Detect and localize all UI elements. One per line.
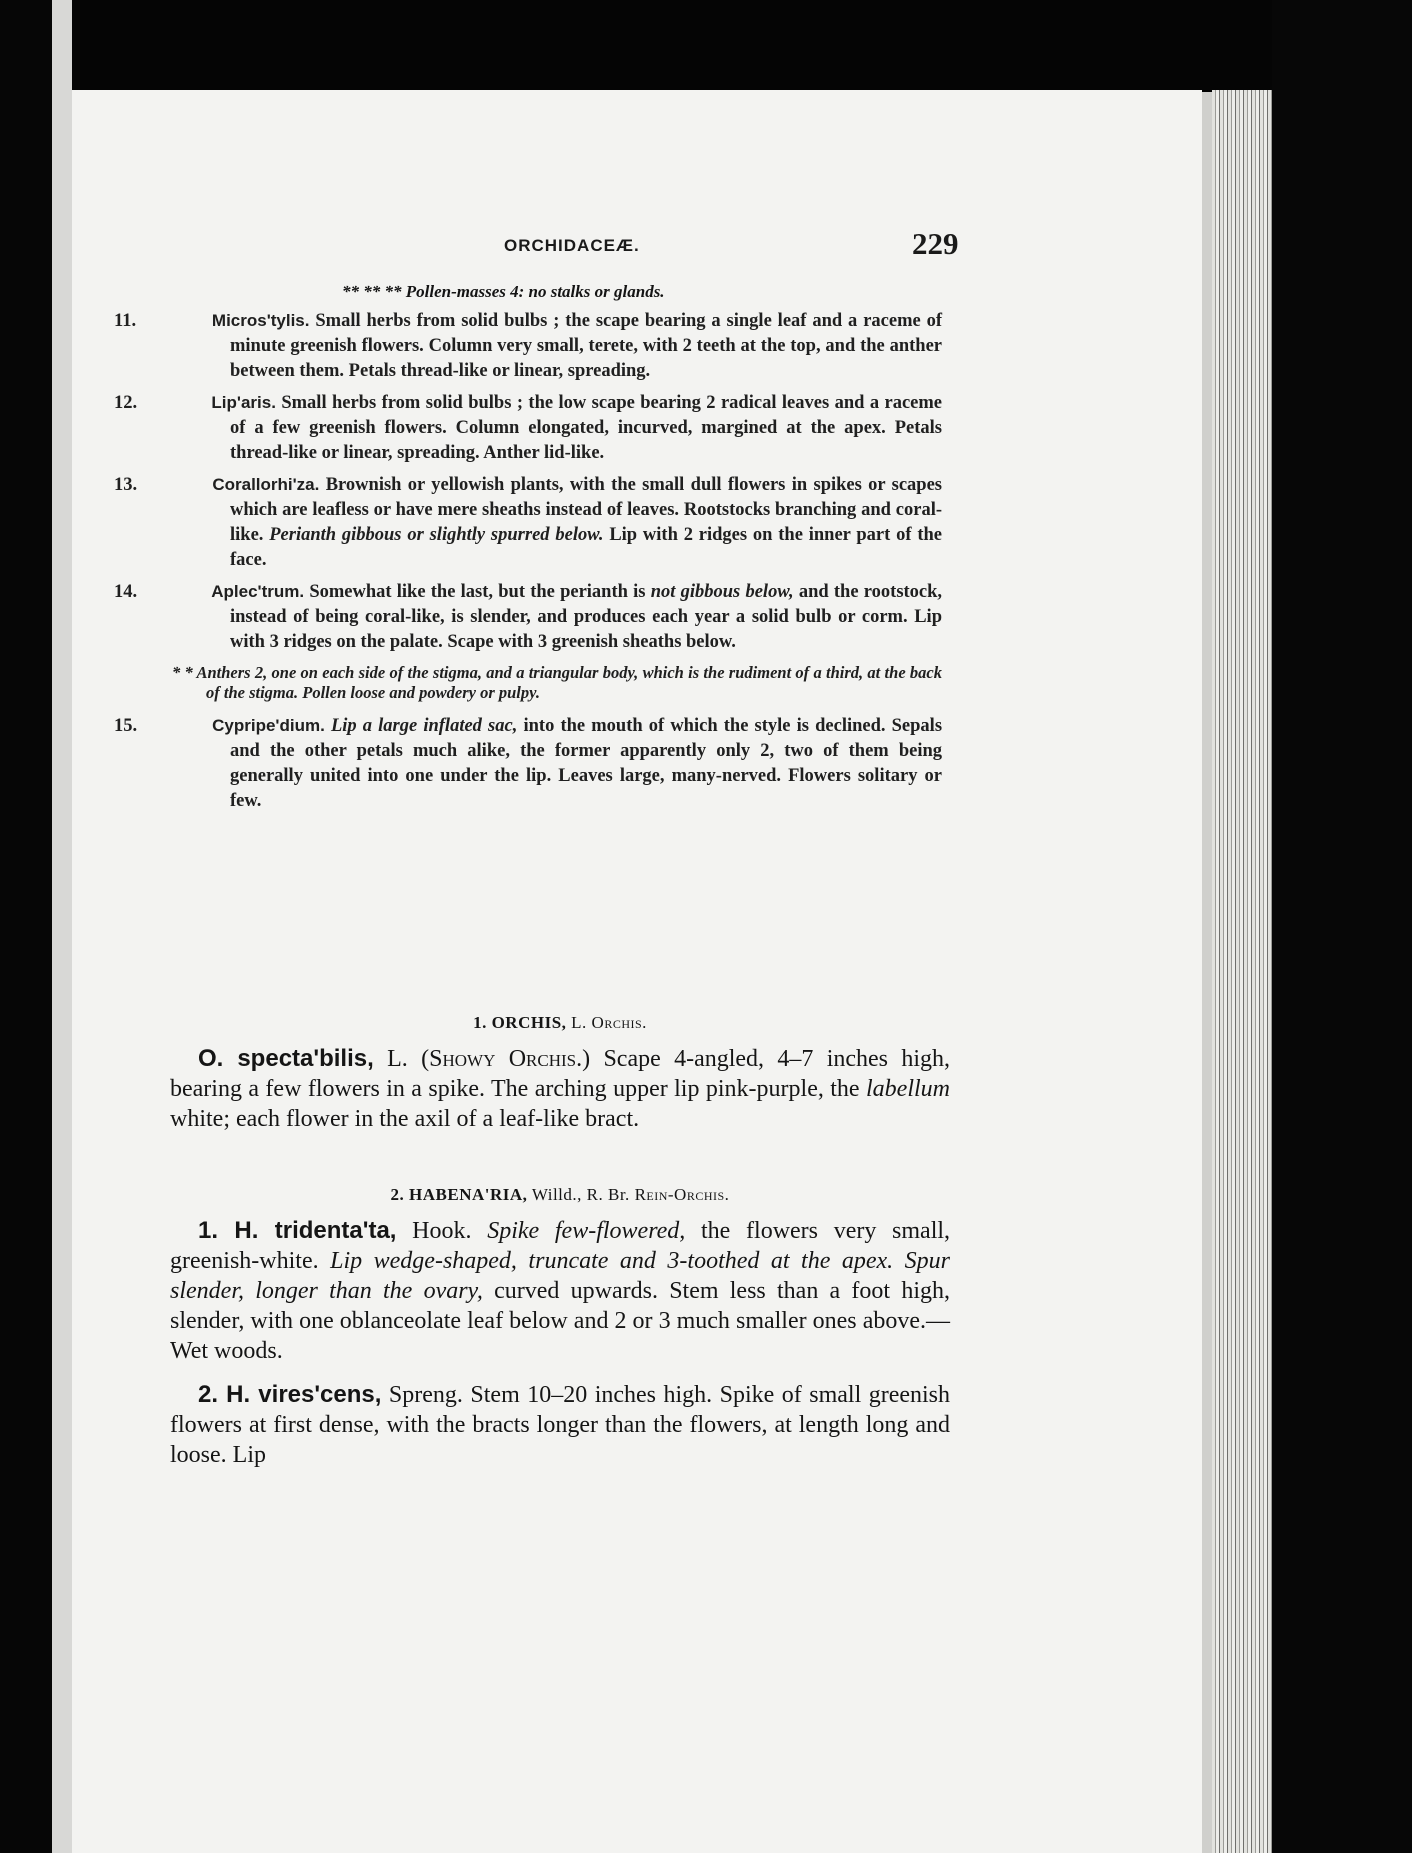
species-text: Stem 10–20 inches high. Spike of small greenish flowers at first dense, with the bracts longer than the flowers, at length long and loose. Lip bbox=[170, 1382, 951, 1468]
running-title: ORCHIDACEÆ. bbox=[504, 236, 640, 255]
species-entry bbox=[170, 1216, 950, 1366]
key-entry-13 bbox=[114, 472, 943, 573]
entry-number: 15. bbox=[114, 716, 138, 736]
entry-italic-text: Lip a large inflated sac, bbox=[330, 716, 518, 736]
genus-habenaria bbox=[170, 1180, 950, 1470]
species-common-name: (Showy Orchis.) bbox=[421, 1046, 591, 1072]
genus-name: Lip'aris. bbox=[211, 393, 276, 412]
entry-text: into the mouth of which the style is declined. Sepals and the other petals much alike, the former apparently only 2, two of them being generally united into one under the lip. Leaves large, many-nerved. Flowers solitary or few. bbox=[230, 716, 943, 811]
genus-name: Micros'tylis. bbox=[211, 311, 310, 330]
entry-number: 13. bbox=[114, 475, 138, 495]
entry-italic-text: not gibbous below, bbox=[650, 582, 794, 602]
species-authority: Hook. bbox=[412, 1218, 472, 1244]
species-italic-text: Lip wedge-shaped, truncate and 3-toothed at the apex. Spur bbox=[330, 1248, 951, 1274]
subgroup-note: * * Anthers 2, one on each side of the stigma, and a triangular body, which is the rudiment of a third, at the back of the stigma. Pollen loose and powdery or pulpy. bbox=[172, 663, 942, 702]
facing-page-edge bbox=[52, 0, 72, 1853]
entry-number: 14. bbox=[114, 582, 138, 602]
species-authority: Spreng. bbox=[388, 1382, 463, 1408]
scan-border-left bbox=[0, 0, 60, 1853]
scan-border-right bbox=[1272, 0, 1412, 1853]
key-entry-12 bbox=[114, 390, 942, 466]
genus-heading bbox=[170, 1008, 950, 1038]
genus-title: 1. ORCHIS, bbox=[473, 1013, 567, 1032]
species-italic-text: Spike few-flowered, bbox=[487, 1218, 686, 1244]
page-header bbox=[72, 226, 1202, 266]
group-header: ** ** ** Pollen-masses 4: no stalks or glands. bbox=[342, 282, 665, 301]
entry-text: Somewhat like the last, but the perianth is bbox=[309, 582, 646, 602]
species-entry bbox=[170, 1044, 950, 1134]
species-name: 2. H. vires'cens, bbox=[198, 1381, 382, 1408]
entry-number: 12. bbox=[114, 393, 138, 413]
genus-orchis bbox=[170, 1008, 950, 1134]
key-entry-11 bbox=[114, 308, 943, 384]
species-name: O. specta'bilis, bbox=[198, 1045, 374, 1072]
species-name: 1. H. tridenta'ta, bbox=[198, 1217, 397, 1244]
species-text: white; each flower in the axil of a leaf-like bract. bbox=[170, 1106, 640, 1132]
species-text: curved upwards. Stem less than a foot high, slender, with one oblanceolate leaf below and 2 or 3 much smaller ones above.—Wet woods. bbox=[170, 1278, 950, 1364]
genus-common-name: Orchis. bbox=[591, 1013, 647, 1032]
entry-italic-text: Perianth gibbous or slightly spurred below. bbox=[269, 525, 604, 545]
key-entries bbox=[114, 308, 943, 814]
genus-name: Cypripe'dium. bbox=[212, 716, 325, 735]
key-entry-15 bbox=[114, 713, 943, 814]
species-text: the flowers very small, greenish-white. bbox=[170, 1218, 951, 1274]
species-entry bbox=[170, 1380, 950, 1470]
entry-text: and the rootstock, instead of being coral-like, is slender, and produces each year a solid bulb or corm. Lip with 3 ridges on the palate. Scape with 3 greenish sheaths below. bbox=[230, 582, 943, 652]
key-entry-14 bbox=[114, 579, 943, 655]
species-italic-text: slender, longer than the ovary, bbox=[170, 1278, 483, 1304]
scan-border-top bbox=[60, 0, 1272, 90]
species-authority: L. bbox=[387, 1046, 408, 1072]
genus-title: 2. HABENA'RIA, bbox=[390, 1185, 528, 1204]
genus-authority: Willd., R. Br. bbox=[531, 1185, 630, 1204]
genus-heading bbox=[170, 1180, 950, 1210]
genus-authority: L. bbox=[571, 1013, 587, 1032]
page-shadow bbox=[1202, 92, 1212, 1853]
page-number: 229 bbox=[912, 226, 959, 261]
genus-name: Corallorhi'za. bbox=[212, 475, 320, 494]
book-page bbox=[72, 90, 1202, 1853]
entry-text: Small herbs from solid bulbs ; the low scape bearing 2 radical leaves and a raceme of a few greenish flowers. Column elongated, incurved, margined at the apex. Petals thread-like or linear, spreading. Anther lid-like. bbox=[230, 393, 942, 463]
genus-common-name: Rein-Orchis. bbox=[634, 1185, 730, 1204]
entry-text: Brownish or yellowish plants, with the small dull flowers in spikes or scapes which are leafless or have mere sheaths instead of leaves. Rootstocks branching and coral-like. bbox=[230, 475, 943, 545]
entry-text: Lip with 2 ridges on the inner part of the face. bbox=[230, 525, 943, 570]
species-text: Scape 4-angled, 4–7 inches high, bearing a few flowers in a spike. The arching upper lip pink-purple, the bbox=[170, 1046, 951, 1102]
genus-name: Aplec'trum. bbox=[211, 582, 305, 601]
entry-text: Small herbs from solid bulbs ; the scape bearing a single leaf and a raceme of minute greenish flowers. Column very small, terete, with 2 teeth at the top, and the anther between them. Petals thread-like or linear, spreading. bbox=[230, 311, 943, 381]
page-stack-edges bbox=[1212, 90, 1272, 1853]
entry-number: 11. bbox=[114, 311, 137, 331]
species-italic-text: labellum bbox=[866, 1076, 951, 1102]
